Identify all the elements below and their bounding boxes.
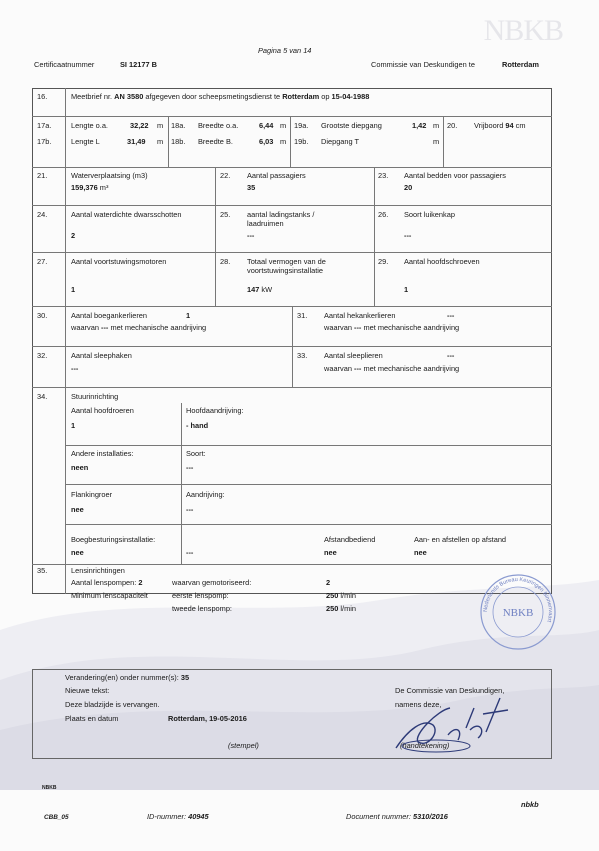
unit: m	[157, 137, 164, 146]
stempel-label: (stempel)	[228, 741, 259, 750]
boegankerlieren-label: Aantal boegankerlieren	[71, 311, 148, 320]
commission-city: Rotterdam	[502, 60, 539, 69]
grootste-diepgang-label: Grootste diepgang	[321, 121, 382, 130]
sleeplieren-value: ---	[447, 351, 455, 360]
plaats-datum-label: Plaats en datum	[65, 714, 119, 723]
boegbesturing-aandrijving-value: ---	[186, 548, 194, 557]
verandering-label: Verandering(en) onder nummer(s): 35	[65, 673, 190, 682]
handtekening-label: (handtekening)	[400, 741, 450, 750]
afstandbediend-label: Afstandbediend	[324, 535, 376, 544]
field-number: 17a.	[37, 121, 52, 130]
breedte-oa-value: 6,44	[259, 121, 274, 130]
sleephaken-label: Aantal sleephaken	[71, 351, 132, 360]
soort-value: ---	[186, 463, 194, 472]
svg-text:NBKB: NBKB	[502, 607, 534, 619]
breedte-b-value: 6,03	[259, 137, 274, 146]
field-number: 17b.	[37, 137, 52, 146]
lenspompen-label: Aantal lenspompen: 2	[71, 578, 143, 587]
passagiers-value: 35	[247, 183, 256, 192]
unit: m	[157, 121, 164, 130]
field-number: 23.	[378, 171, 389, 180]
luikenkap-label: Soort luikenkap	[404, 210, 455, 219]
lengte-oa-value: 32,22	[130, 121, 149, 130]
lengte-l-label: Lengte L	[71, 137, 100, 146]
signature-mark	[378, 690, 528, 760]
bedden-label: Aantal bedden voor passagiers	[404, 171, 506, 180]
aanafstellen-label: Aan- en afstellen op afstand	[414, 535, 507, 544]
eerste-lenspomp-label: eerste lenspomp:	[172, 591, 229, 600]
nbkb-seal	[478, 572, 558, 652]
field-number: 30.	[37, 311, 48, 320]
lengte-l-value: 31,49	[127, 137, 146, 146]
boegankerlieren-value: 1	[186, 311, 191, 320]
certificate-label: Certificaatnummer	[34, 60, 95, 69]
sleephaken-value: ---	[71, 364, 79, 373]
hoofdschroeven-value: 1	[404, 285, 409, 294]
vermogen-label: Totaal vermogen van de	[247, 257, 326, 266]
lenscapaciteit-label: Minimum lenscapaciteit	[71, 591, 148, 600]
ladingstanks-label: aantal ladingstanks /	[247, 210, 315, 219]
field-number: 16.	[37, 92, 48, 101]
lengte-oa-label: Lengte o.a.	[71, 121, 108, 130]
field-number: 28.	[220, 257, 231, 266]
field-number: 31.	[297, 311, 308, 320]
hekankerlieren-value: ---	[447, 311, 455, 320]
aandrijving-label: Aandrijving:	[186, 490, 225, 499]
vervangen-label: Deze bladzijde is vervangen.	[65, 700, 160, 709]
svg-text:Nederlands Bureau Keuringen Bi: Nederlands Bureau Keuringen Binnenvaart	[482, 576, 554, 623]
field-number: 25.	[220, 210, 231, 219]
field-number: 27.	[37, 257, 48, 266]
hoofdaandrijving-value: - hand	[186, 421, 209, 430]
dwarsschotten-value: 2	[71, 231, 76, 240]
soort-label: Soort:	[186, 449, 206, 458]
field-number: 29.	[378, 257, 389, 266]
field-number: 35.	[37, 566, 48, 575]
meetbrief-label: Meetbrief nr. AN 3580 afgegeven door scheepsmetingsdienst te Rotterdam op 15-04-1988	[71, 92, 370, 101]
page-number: Pagina 5 van 14	[258, 46, 312, 55]
unit: m	[280, 121, 287, 130]
field-number: 22.	[220, 171, 231, 180]
certificate-number: SI 12177 B	[120, 60, 157, 69]
flankingroer-label: Flankingroer	[71, 490, 113, 499]
field-number: 32.	[37, 351, 48, 360]
bedden-value: 20	[404, 183, 413, 192]
luikenkap-value: ---	[404, 231, 412, 240]
field-number: 24.	[37, 210, 48, 219]
afstandbediend-value: nee	[324, 548, 337, 557]
document-number: Document nummer: 5310/2016	[346, 812, 448, 821]
boegankerlieren-mech: waarvan --- met mechanische aandrijving	[71, 323, 207, 332]
hoofdaandrijving-label: Hoofdaandrijving:	[186, 406, 244, 415]
dwarsschotten-label: Aantal waterdichte dwarsschotten	[71, 210, 182, 219]
lensinrichtingen-title: Lensinrichtingen	[71, 566, 125, 575]
form-code: CBB_05	[44, 814, 69, 821]
field-number: 21.	[37, 171, 48, 180]
eerste-lenspomp-value: 250 l/min	[326, 591, 357, 600]
field-number: 18a.	[171, 121, 186, 130]
boegbesturing-value: nee	[71, 548, 84, 557]
hoofdroeren-value: 1	[71, 421, 76, 430]
aandrijving-value: ---	[186, 505, 194, 514]
namens-label: namens deze,	[395, 700, 442, 709]
waterverplaatsing-label: Waterverplaatsing (m3)	[71, 171, 148, 180]
tweede-lenspomp-label: tweede lenspomp:	[172, 604, 232, 613]
hekankerlieren-mech: waarvan --- met mechanische aandrijving	[324, 323, 460, 332]
commissie-label: De Commissie van Deskundigen,	[395, 686, 505, 695]
waterverplaatsing-value: 159,376 m³	[71, 183, 109, 192]
motoren-label: Aantal voortstuwingsmotoren	[71, 257, 167, 266]
footer-brand: nbkb	[521, 800, 539, 809]
ladingstanks-value: ---	[247, 231, 255, 240]
field-number: 20.	[447, 121, 458, 130]
ladingstanks-label-2: laadruimen	[247, 219, 284, 228]
unit: m	[433, 137, 440, 146]
id-number: ID-nummer: 40945	[147, 812, 209, 821]
passagiers-label: Aantal passagiers	[247, 171, 306, 180]
commission-label: Commissie van Deskundigen te	[371, 60, 475, 69]
diepgang-t-label: Diepgang T	[321, 137, 360, 146]
gemotoriseerd-label: waarvan gemotoriseerd:	[172, 578, 252, 587]
flankingroer-value: nee	[71, 505, 84, 514]
andere-installaties-label: Andere installaties:	[71, 449, 134, 458]
field-number: 18b.	[171, 137, 186, 146]
field-number: 26.	[378, 210, 389, 219]
breedte-b-label: Breedte B.	[198, 137, 233, 146]
aanafstellen-value: nee	[414, 548, 427, 557]
stuurinrichting-title: Stuurinrichting	[71, 392, 119, 401]
footer-small-brand: NBKB	[42, 785, 57, 791]
field-number: 19b.	[294, 137, 309, 146]
unit: m	[433, 121, 440, 130]
boegbesturing-label: Boegbesturingsinstallatie:	[71, 535, 156, 544]
nieuwe-tekst-label: Nieuwe tekst:	[65, 686, 110, 695]
hoofdroeren-label: Aantal hoofdroeren	[71, 406, 134, 415]
plaats-datum-value: Rotterdam, 19-05-2016	[168, 714, 247, 723]
hoofdschroeven-label: Aantal hoofdschroeven	[404, 257, 480, 266]
gemotoriseerd-value: 2	[326, 578, 331, 587]
vermogen-value: 147 kW	[247, 285, 273, 294]
nbkb-logo: NBKB	[483, 14, 563, 47]
hekankerlieren-label: Aantal hekankerlieren	[324, 311, 396, 320]
unit: m	[280, 137, 287, 146]
motoren-value: 1	[71, 285, 76, 294]
vermogen-label-2: voortstuwingsinstallatie	[247, 266, 323, 275]
tweede-lenspomp-value: 250 l/min	[326, 604, 357, 613]
grootste-diepgang-value: 1,42	[412, 121, 427, 130]
field-number: 33.	[297, 351, 308, 360]
breedte-oa-label: Breedte o.a.	[198, 121, 239, 130]
field-number: 34.	[37, 392, 48, 401]
sleeplieren-mech: waarvan --- met mechanische aandrijving	[324, 364, 460, 373]
andere-installaties-value: neen	[71, 463, 89, 472]
vrijboord-label: Vrijboord 94 cm	[474, 121, 526, 130]
sleeplieren-label: Aantal sleeplieren	[324, 351, 383, 360]
field-number: 19a.	[294, 121, 309, 130]
